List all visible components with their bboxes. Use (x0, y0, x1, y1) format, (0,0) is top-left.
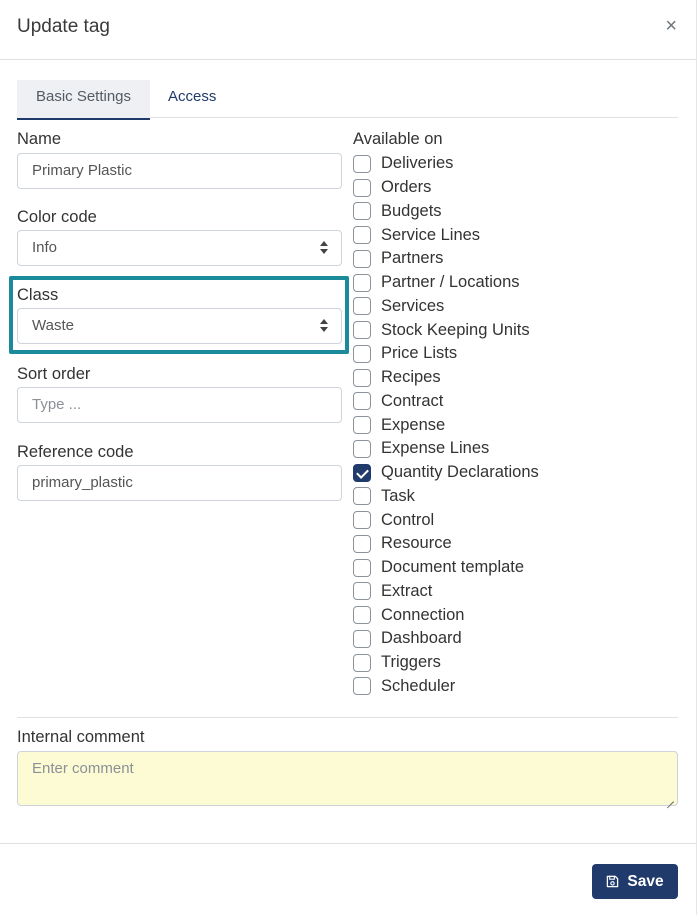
available-on-item-label: Contract (381, 391, 444, 410)
sort-order-placeholder: Type ... (32, 396, 82, 413)
available-on-item-label: Services (381, 296, 445, 315)
available-on-item[interactable] (353, 651, 539, 675)
dialog-header (0, 0, 697, 60)
dialog-title: Update tag (17, 16, 110, 37)
select-arrows-icon (319, 240, 329, 256)
checkbox[interactable] (353, 440, 371, 458)
name-value: Primary Plastic (32, 162, 133, 179)
checkbox[interactable] (353, 179, 371, 197)
checkbox[interactable] (353, 250, 371, 268)
tab-basic-settings[interactable]: Basic Settings (17, 80, 150, 120)
checkbox[interactable] (353, 630, 371, 648)
color-code-value: Info (32, 239, 58, 256)
checkbox[interactable] (353, 345, 371, 363)
available-on-item-label: Price Lists (381, 344, 458, 363)
available-on-item[interactable] (353, 413, 539, 437)
available-on-label: Available on (353, 130, 443, 148)
available-on-item-label: Stock Keeping Units (381, 320, 530, 339)
available-on-item-label: Budgets (381, 201, 442, 220)
checkbox[interactable] (353, 535, 371, 553)
checkbox[interactable] (353, 321, 371, 339)
checkbox[interactable] (353, 155, 371, 173)
available-on-item-label: Connection (381, 605, 465, 624)
available-on-item[interactable] (353, 366, 539, 390)
checkbox[interactable] (353, 226, 371, 244)
available-on-item[interactable] (353, 437, 539, 461)
available-on-item[interactable] (353, 532, 539, 556)
checkbox[interactable] (353, 582, 371, 600)
color-code-label: Color code (17, 208, 97, 226)
available-on-item-label: Partners (381, 249, 444, 268)
available-on-item[interactable] (353, 295, 539, 319)
checkbox[interactable] (353, 511, 371, 529)
select-arrows-icon (319, 318, 329, 334)
reference-code-label: Reference code (17, 443, 134, 461)
tab-bar (17, 80, 678, 118)
save-button[interactable] (592, 864, 678, 899)
available-on-item-label: Service Lines (381, 225, 481, 244)
checkbox[interactable] (353, 606, 371, 624)
available-on-list (353, 152, 539, 698)
available-on-item[interactable] (353, 508, 539, 532)
class-label: Class (17, 286, 59, 304)
class-value: Waste (32, 317, 74, 334)
internal-comment-label: Internal comment (17, 728, 145, 746)
available-on-item-label: Quantity Declarations (381, 463, 539, 482)
checkbox[interactable] (353, 677, 371, 695)
available-on-item[interactable] (353, 461, 539, 485)
available-on-item[interactable] (353, 176, 539, 200)
available-on-item[interactable] (353, 627, 539, 651)
floppy-disk-icon (606, 875, 619, 888)
checkbox[interactable] (353, 416, 371, 434)
available-on-item[interactable] (353, 675, 539, 699)
checkbox[interactable] (353, 202, 371, 220)
sort-order-input[interactable] (17, 387, 342, 423)
checkbox[interactable] (353, 392, 371, 410)
checkbox[interactable] (353, 487, 371, 505)
internal-comment-placeholder: Enter comment (32, 760, 134, 777)
internal-comment-textarea[interactable] (17, 751, 678, 806)
divider (17, 717, 678, 718)
resize-handle-icon[interactable] (665, 793, 675, 803)
reference-code-value: primary_plastic (32, 474, 133, 491)
available-on-item-label: Deliveries (381, 154, 454, 173)
checkbox-checked[interactable] (353, 464, 371, 482)
available-on-item-label: Task (381, 486, 415, 505)
available-on-item[interactable] (353, 556, 539, 580)
available-on-item[interactable] (353, 603, 539, 627)
available-on-item-label: Expense Lines (381, 439, 490, 458)
name-input[interactable] (17, 153, 342, 189)
available-on-item-label: Document template (381, 558, 525, 577)
available-on-item[interactable] (353, 152, 539, 176)
reference-code-input[interactable] (17, 465, 342, 501)
checkbox[interactable] (353, 654, 371, 672)
checkbox[interactable] (353, 369, 371, 387)
available-on-item-label: Triggers (381, 653, 441, 672)
available-on-item-label: Recipes (381, 368, 441, 387)
checkbox[interactable] (353, 274, 371, 292)
available-on-item[interactable] (353, 580, 539, 604)
available-on-item[interactable] (353, 485, 539, 509)
available-on-item[interactable] (353, 247, 539, 271)
available-on-item-label: Resource (381, 534, 452, 553)
tab-access[interactable]: Access (168, 88, 217, 105)
available-on-item-label: Expense (381, 415, 446, 434)
available-on-item[interactable] (353, 318, 539, 342)
available-on-item[interactable] (353, 271, 539, 295)
available-on-item[interactable] (353, 342, 539, 366)
name-label: Name (17, 130, 62, 148)
save-label: Save (627, 872, 664, 890)
checkbox[interactable] (353, 559, 371, 577)
available-on-item-label: Extract (381, 581, 433, 600)
available-on-item-label: Partner / Locations (381, 273, 520, 292)
color-code-select[interactable] (17, 230, 342, 266)
class-select[interactable] (17, 308, 342, 344)
available-on-item[interactable] (353, 200, 539, 224)
sort-order-label: Sort order (17, 365, 91, 383)
available-on-item-label: Orders (381, 178, 432, 197)
dialog-footer (0, 843, 697, 915)
available-on-item-label: Dashboard (381, 629, 462, 648)
close-icon[interactable]: × (665, 15, 677, 37)
available-on-item-label: Control (381, 510, 435, 529)
available-on-item[interactable] (353, 223, 539, 247)
available-on-item[interactable] (353, 390, 539, 414)
available-on-item-label: Scheduler (381, 676, 456, 695)
checkbox[interactable] (353, 297, 371, 315)
